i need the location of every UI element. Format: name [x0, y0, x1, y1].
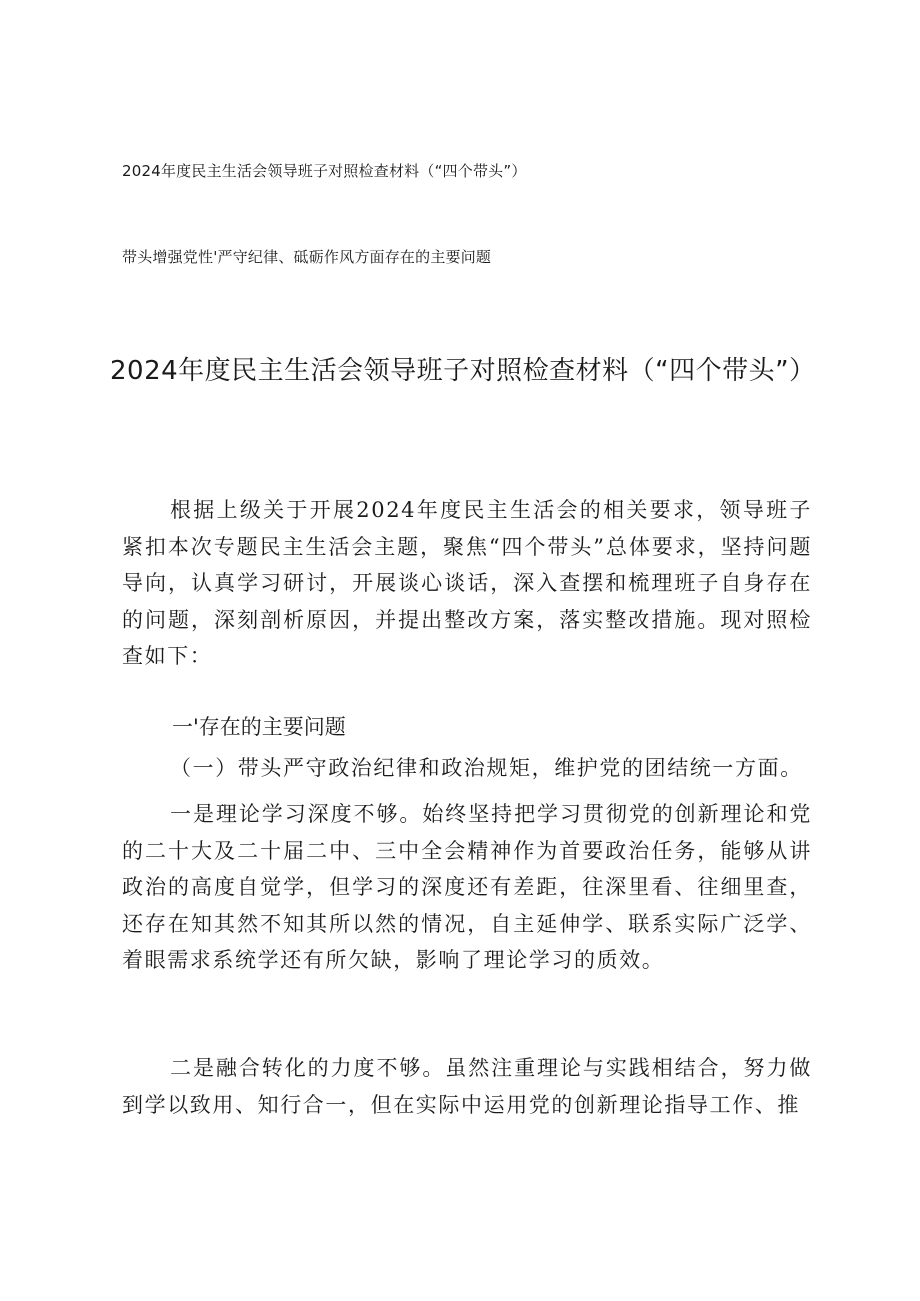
document-title: 2024年度民主生活会领导班子对照检查材料（“四个带头”）: [110, 356, 816, 386]
point-one-paragraph: 一是理论学习深度不够。始终坚持把学习贯彻党的创新理论和党的二十大及二十届二中、三中全会精神作为首要政治任务，能够从讲政治的高度自觉学，但学习的深度还有差距，往深里看、往细里查，还存在知其然不知其所以然的情况，自主延伸学、联系实际广泛学、着眼需求系统学还有所欠缺，影响了理论学习的质效。: [122, 802, 812, 972]
subsection-heading: （一）带头严守政治纪律和政治规矩，维护党的团结统一方面。: [170, 756, 803, 780]
point-two-paragraph: 二是融合转化的力度不够。虽然注重理论与实践相结合，努力做到学以致用、知行合一，但在实际中运用党的创新理论指导工作、推: [122, 1056, 812, 1117]
section-heading: 一'存在的主要问题: [172, 715, 346, 739]
intro-paragraph: 根据上级关于开展2024年度民主生活会的相关要求，领导班子紧扣本次专题民主生活会主题，聚焦“四个带头”总体要求，坚持问题导向，认真学习研讨，开展谈心谈话，深入查摆和梳理班子自身存在的问题，深刻剖析原因，并提出整改方案，落实整改措施。现对照检查如下：: [122, 498, 812, 668]
toc-subtitle-line[interactable]: 带头增强党性'严守纪律、砥砺作风方面存在的主要问题: [122, 248, 492, 266]
toc-title-line[interactable]: 2024年度民主生活会领导班子对照检查材料（“四个带头”）: [122, 162, 527, 180]
